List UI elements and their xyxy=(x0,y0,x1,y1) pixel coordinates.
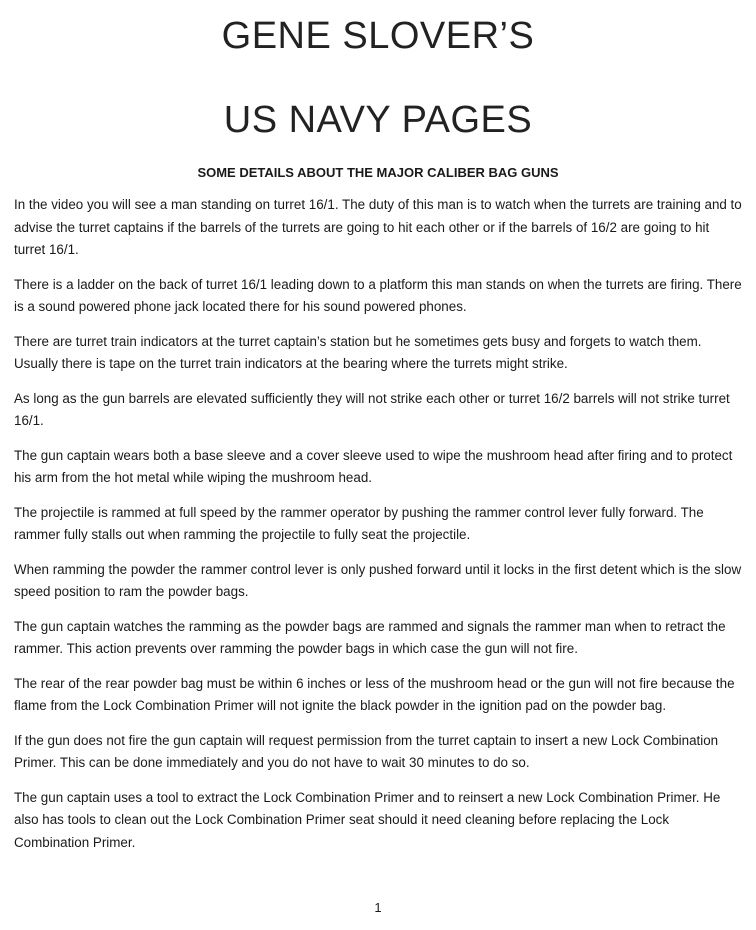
title-line-1: GENE SLOVER’S xyxy=(221,15,535,57)
page-number: 1 xyxy=(374,900,382,915)
section-subtitle: SOME DETAILS ABOUT THE MAJOR CALIBER BAG GUNS xyxy=(197,165,559,180)
paragraph-1: In the video you will see a man standing on turret 16/1. The duty of this man is to watch when the turrets are training and to advise the turret captains if the barrels of the turrets are going to hit each other or if the barrels of 16/2 are going to hit turret 16/1. xyxy=(14,197,742,257)
paragraph-9: The rear of the rear powder bag must be within 6 inches or less of the mushroom head or the gun will not fire because the flame from the Lock Combination Primer will not ignite the black powder in the ignition pad on the powder bag. xyxy=(14,675,735,713)
paragraph-11: The gun captain uses a tool to extract the Lock Combination Primer and to reinsert a new Lock Combination Primer. He also has tools to clean out the Lock Combination Primer seat should it need cleaning before replacing the Lock Combination Primer. xyxy=(14,789,721,850)
paragraph-2: There is a ladder on the back of turret 16/1 leading down to a platform this man stands on when the turrets are firing. There is a sound powered phone jack located there for his sound powered phones. xyxy=(14,276,742,314)
paragraph-7: When ramming the powder the rammer control lever is only pushed forward until it locks in the first detent which is the slow speed position to ram the powder bags. xyxy=(14,561,742,599)
paragraph-5: The gun captain wears both a base sleeve and a cover sleeve used to wipe the mushroom head after firing and to protect his arm from the hot metal while wiping the mushroom head. xyxy=(14,447,733,485)
title-line-2: US NAVY PAGES xyxy=(223,99,533,141)
paragraph-4: As long as the gun barrels are elevated sufficiently they will not strike each other or turret 16/2 barrels will not strike turret 16/1. xyxy=(14,390,730,428)
body-text xyxy=(14,194,742,854)
paragraph-8: The gun captain watches the ramming as the powder bags are rammed and signals the rammer man when to retract the rammer. This action prevents over ramming the powder bags in which case the gun will not fire. xyxy=(14,618,726,656)
paragraph-3: There are turret train indicators at the turret captain’s station but he sometimes gets busy and forgets to watch them. Usually there is tape on the turret train indicators at the bearing where the turrets might strike. xyxy=(14,333,702,371)
paragraph-6: The projectile is rammed at full speed by the rammer operator by pushing the rammer control lever fully forward. The rammer fully stalls out when ramming the projectile to fully seat the projectile. xyxy=(14,504,704,542)
paragraph-10: If the gun does not fire the gun captain will request permission from the turret captain to insert a new Lock Combination Primer. This can be done immediately and you do not have to wait 30 minutes to do so. xyxy=(14,732,719,770)
